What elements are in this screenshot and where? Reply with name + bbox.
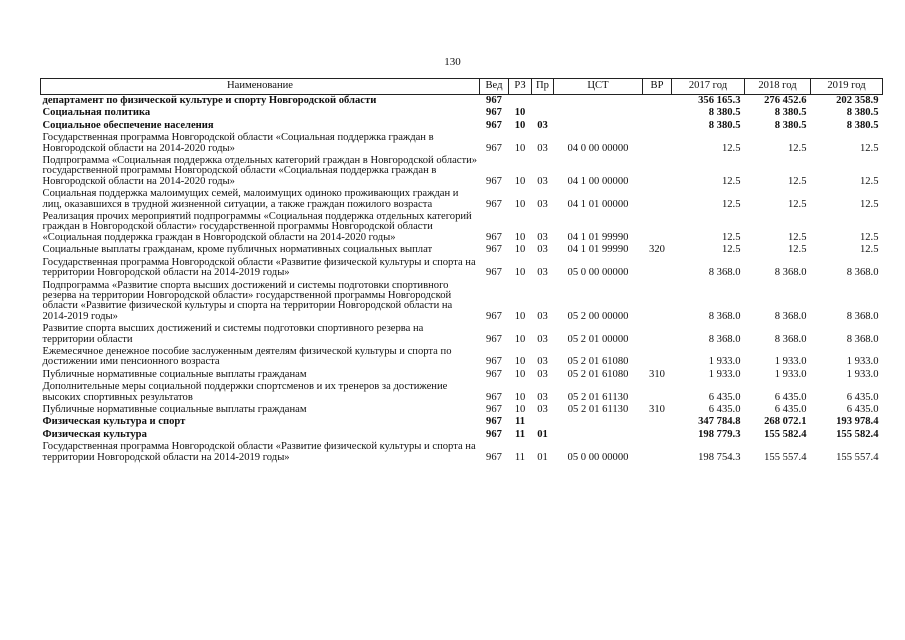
- header-cst: ЦСТ: [554, 79, 643, 95]
- cell-vr: [643, 95, 672, 108]
- cell-rz: 10: [514, 119, 526, 131]
- table-row: [41, 369, 883, 381]
- cell-2017: 1 933.0: [708, 356, 741, 368]
- cell-ved: 967: [486, 333, 502, 345]
- table-row: [41, 346, 883, 369]
- table-row: [41, 132, 883, 155]
- cell-2019: 12.5: [859, 244, 879, 256]
- cell-name: Развитие спорта высших достижений и системы подготовки спортивного резерва на территории области: [42, 323, 424, 345]
- cell-name: Подпрограмма «Развитие спорта высших достижений и системы подготовки спортивного резерва на территории Новгородской области» государственной программы Новгородской области «Развитие физической культуры и спорта на территории Новгородской области на 2014-2019 годы»: [42, 279, 453, 322]
- cell-2019: 12.5: [859, 142, 879, 154]
- cell-ved: 967: [486, 356, 502, 368]
- header-2018: 2018 год: [745, 79, 811, 95]
- cell-2019: 8 380.5: [846, 107, 879, 119]
- cell-rz: 10: [514, 244, 526, 256]
- cell-vr: [643, 107, 672, 119]
- cell-2019: 8 368.0: [846, 310, 879, 322]
- cell-2019: 6 435.0: [846, 403, 879, 415]
- table-row: [41, 120, 883, 132]
- cell-rz: 10: [514, 107, 526, 119]
- cell-2017: 198 779.3: [698, 428, 741, 440]
- cell-2017: 12.5: [721, 175, 741, 187]
- cell-vr: [643, 120, 672, 132]
- table-row: [41, 95, 883, 108]
- cell-vr: 310: [649, 368, 665, 380]
- cell-pr: 03: [537, 391, 548, 403]
- cell-name: Государственная программа Новгородской области «Развитие физической культуры и спорта на территории Новгородской области на 2014-2019 годы»: [42, 256, 476, 279]
- cell-name: Социальные выплаты гражданам, кроме публичных нормативных социальных выплат: [42, 244, 433, 256]
- cell-name: Подпрограмма «Социальная поддержка отдельных категорий граждан в Новгородской области» государственной программы Новгородской области «Социальная поддержка граждан в Новгородской области на 2014-2020 годы»: [42, 155, 478, 187]
- budget-table: [40, 78, 883, 464]
- cell-2019: 12.5: [859, 231, 879, 243]
- cell-ved: 967: [486, 368, 502, 380]
- cell-cst: 05 2 01 61130: [567, 391, 629, 403]
- cell-rz: 10: [514, 391, 526, 403]
- cell-vr: [643, 211, 672, 244]
- cell-rz: [509, 95, 532, 108]
- cell-cst: [554, 416, 643, 428]
- cell-2019: 1 933.0: [846, 368, 879, 380]
- cell-vr: [643, 346, 672, 369]
- cell-vr: [643, 323, 672, 346]
- cell-rz: 11: [514, 428, 525, 440]
- cell-2019: 202 358.9: [836, 95, 879, 106]
- cell-2019: 193 978.4: [836, 416, 879, 428]
- table-row: [41, 404, 883, 416]
- cell-2018: 276 452.6: [764, 95, 807, 106]
- cell-pr: 03: [537, 356, 548, 368]
- cell-rz: 10: [514, 310, 526, 322]
- cell-rz: 10: [514, 356, 526, 368]
- cell-pr: 01: [537, 451, 548, 463]
- cell-pr: 03: [537, 244, 548, 256]
- cell-cst: 04 1 01 99990: [567, 244, 629, 256]
- cell-cst: 04 1 00 00000: [567, 175, 629, 187]
- cell-vr: [643, 416, 672, 428]
- cell-vr: [643, 132, 672, 155]
- table-row: [41, 381, 883, 404]
- cell-2018: 12.5: [787, 244, 807, 256]
- cell-2017: 12.5: [721, 231, 741, 243]
- cell-ved: 967: [486, 244, 502, 256]
- cell-pr: 03: [537, 333, 548, 345]
- cell-ved: 967: [486, 119, 502, 131]
- cell-vr: [643, 257, 672, 280]
- cell-name: Государственная программа Новгородской области «Социальная поддержка граждан в Новгородской области на 2014-2020 годы»: [42, 132, 434, 154]
- cell-name: Социальная политика: [42, 107, 151, 119]
- cell-vr: 310: [649, 403, 665, 415]
- cell-cst: 04 0 00 00000: [567, 142, 629, 154]
- cell-2018: 8 380.5: [774, 107, 807, 119]
- cell-cst: [554, 120, 643, 132]
- cell-cst: 05 2 01 61080: [567, 356, 629, 368]
- header-2019: 2019 год: [811, 79, 883, 95]
- cell-rz: 10: [514, 333, 526, 345]
- cell-2017: 8 368.0: [708, 333, 741, 345]
- cell-pr: [532, 107, 554, 119]
- cell-2018: 1 933.0: [774, 356, 807, 368]
- cell-cst: 05 2 00 00000: [567, 310, 629, 322]
- cell-name: Физическая культура: [42, 428, 147, 440]
- header-rz: РЗ: [509, 79, 532, 95]
- cell-pr: [532, 416, 554, 428]
- cell-2017: 198 754.3: [698, 451, 741, 463]
- cell-vr: [643, 280, 672, 324]
- cell-ved: 967: [486, 416, 502, 428]
- cell-rz: 11: [514, 451, 526, 463]
- cell-2017: 8 368.0: [708, 310, 741, 322]
- cell-2018: 12.5: [787, 231, 807, 243]
- cell-ved: 967: [486, 175, 502, 187]
- cell-ved: 967: [486, 403, 502, 415]
- cell-2018: 6 435.0: [774, 391, 807, 403]
- cell-rz: 10: [514, 231, 526, 243]
- cell-ved: 967: [486, 428, 502, 440]
- cell-name: Социальная поддержка малоимущих семей, малоимущих одиноко проживающих граждан и лиц, оказавшихся в трудной жизненной ситуации, а также граждан пожилого возраста: [42, 188, 459, 210]
- cell-cst: 04 1 01 00000: [567, 198, 629, 210]
- cell-pr: 03: [537, 403, 548, 415]
- cell-2019: 8 368.0: [846, 267, 879, 279]
- cell-2019: 1 933.0: [846, 356, 879, 368]
- table-row: [41, 155, 883, 188]
- cell-name: департамент по физической культуре и спорту Новгородской области: [42, 95, 377, 106]
- cell-pr: 03: [537, 267, 548, 279]
- cell-name: Физическая культура и спорт: [42, 416, 186, 428]
- cell-name: Публичные нормативные социальные выплаты гражданам: [42, 368, 307, 380]
- cell-2019: 6 435.0: [846, 391, 879, 403]
- cell-2018: 8 368.0: [774, 333, 807, 345]
- cell-2018: 6 435.0: [774, 403, 807, 415]
- cell-2018: 268 072.1: [764, 416, 807, 428]
- header-ved: Вед: [480, 79, 509, 95]
- cell-2018: 12.5: [787, 142, 807, 154]
- cell-name: Дополнительные меры социальной поддержки спортсменов и их тренеров за достижение высоких спортивных результатов: [42, 381, 448, 403]
- cell-2019: 12.5: [859, 198, 879, 210]
- cell-rz: 10: [514, 142, 526, 154]
- cell-rz: 10: [514, 368, 526, 380]
- cell-rz: 11: [514, 416, 525, 428]
- cell-pr: 03: [537, 198, 548, 210]
- cell-cst: 04 1 01 99990: [567, 231, 629, 243]
- cell-vr: [643, 381, 672, 404]
- cell-pr: 03: [537, 142, 548, 154]
- cell-2017: 8 368.0: [708, 267, 741, 279]
- header-2017: 2017 год: [672, 79, 745, 95]
- cell-vr: 320: [649, 244, 665, 256]
- cell-pr: 03: [537, 310, 548, 322]
- cell-vr: [643, 441, 672, 464]
- table-row: [41, 416, 883, 428]
- cell-ved: 967: [486, 107, 502, 119]
- cell-vr: [643, 188, 672, 211]
- cell-2018: 8 368.0: [774, 310, 807, 322]
- cell-cst: [554, 107, 643, 119]
- cell-rz: 10: [514, 267, 526, 279]
- table-row: [41, 429, 883, 441]
- table-row: [41, 107, 883, 119]
- cell-2018: 155 582.4: [764, 428, 807, 440]
- cell-2019: 155 557.4: [836, 451, 879, 463]
- cell-name: Ежемесячное денежное пособие заслуженным деятелям физической культуры и спорта по достижении ими пенсионного возраста: [42, 345, 452, 368]
- table-row: [41, 280, 883, 324]
- cell-ved: 967: [486, 267, 502, 279]
- cell-2017: 356 165.3: [698, 95, 741, 106]
- cell-2018: 1 933.0: [774, 368, 807, 380]
- cell-2019: 12.5: [859, 175, 879, 187]
- cell-pr: 03: [537, 231, 548, 243]
- cell-name: Государственная программа Новгородской области «Развитие физической культуры и спорта на территории Новгородской области на 2014-2019 годы»: [42, 441, 476, 463]
- table-row: [41, 244, 883, 256]
- cell-2017: 12.5: [721, 142, 741, 154]
- cell-cst: [554, 429, 643, 441]
- cell-2017: 1 933.0: [708, 368, 741, 380]
- cell-2017: 8 380.5: [708, 119, 741, 131]
- table-row: [41, 211, 883, 244]
- cell-name: Реализация прочих мероприятий подпрограммы «Социальная поддержка отдельных категорий граждан в Новгородской области» государственной программы Новгородской области «Социальная поддержка граждан в Новгородской области на 2014-2020 годы»: [42, 211, 472, 243]
- cell-pr: 03: [537, 119, 548, 131]
- cell-ved: 967: [486, 231, 502, 243]
- cell-2018: 12.5: [787, 198, 807, 210]
- cell-2018: 155 557.4: [764, 451, 807, 463]
- header-row: [41, 79, 883, 95]
- cell-cst: 05 2 01 61130: [567, 403, 629, 415]
- cell-2017: 12.5: [721, 198, 741, 210]
- cell-rz: 10: [514, 198, 526, 210]
- cell-ved: 967: [486, 391, 502, 403]
- cell-rz: 10: [514, 175, 526, 187]
- cell-cst: 05 0 00 00000: [567, 267, 629, 279]
- cell-2019: 8 368.0: [846, 333, 879, 345]
- cell-ved: 967: [486, 142, 502, 154]
- cell-vr: [643, 429, 672, 441]
- cell-2018: 8 380.5: [774, 119, 807, 131]
- header-vr: ВР: [643, 79, 672, 95]
- cell-2019: 8 380.5: [846, 119, 879, 131]
- cell-cst: 05 0 00 00000: [567, 451, 629, 463]
- cell-pr: 03: [537, 175, 548, 187]
- cell-cst: [554, 95, 643, 108]
- cell-2019: 155 582.4: [836, 428, 879, 440]
- header-name: Наименование: [41, 79, 480, 95]
- cell-name: Социальное обеспечение населения: [42, 119, 214, 131]
- cell-pr: [532, 95, 554, 108]
- cell-vr: [643, 155, 672, 188]
- cell-cst: 05 2 01 00000: [567, 333, 629, 345]
- cell-name: Публичные нормативные социальные выплаты гражданам: [42, 403, 307, 415]
- cell-2018: 12.5: [787, 175, 807, 187]
- table-row: [41, 188, 883, 211]
- header-pr: Пр: [532, 79, 554, 95]
- cell-rz: 10: [514, 403, 526, 415]
- cell-pr: 03: [537, 368, 548, 380]
- cell-2017: 8 380.5: [708, 107, 741, 119]
- table-row: [41, 323, 883, 346]
- cell-ved: 967: [486, 451, 502, 463]
- cell-pr: 01: [537, 428, 548, 440]
- cell-2017: 12.5: [721, 244, 741, 256]
- cell-ved: 967: [486, 95, 502, 106]
- cell-2017: 6 435.0: [708, 391, 741, 403]
- cell-cst: 05 2 01 61080: [567, 368, 629, 380]
- cell-2018: 8 368.0: [774, 267, 807, 279]
- cell-2017: 347 784.8: [698, 416, 741, 428]
- page-number: 130: [444, 56, 461, 68]
- table-row: [41, 441, 883, 464]
- cell-2017: 6 435.0: [708, 403, 741, 415]
- table-row: [41, 257, 883, 280]
- cell-ved: 967: [486, 310, 502, 322]
- cell-ved: 967: [486, 198, 502, 210]
